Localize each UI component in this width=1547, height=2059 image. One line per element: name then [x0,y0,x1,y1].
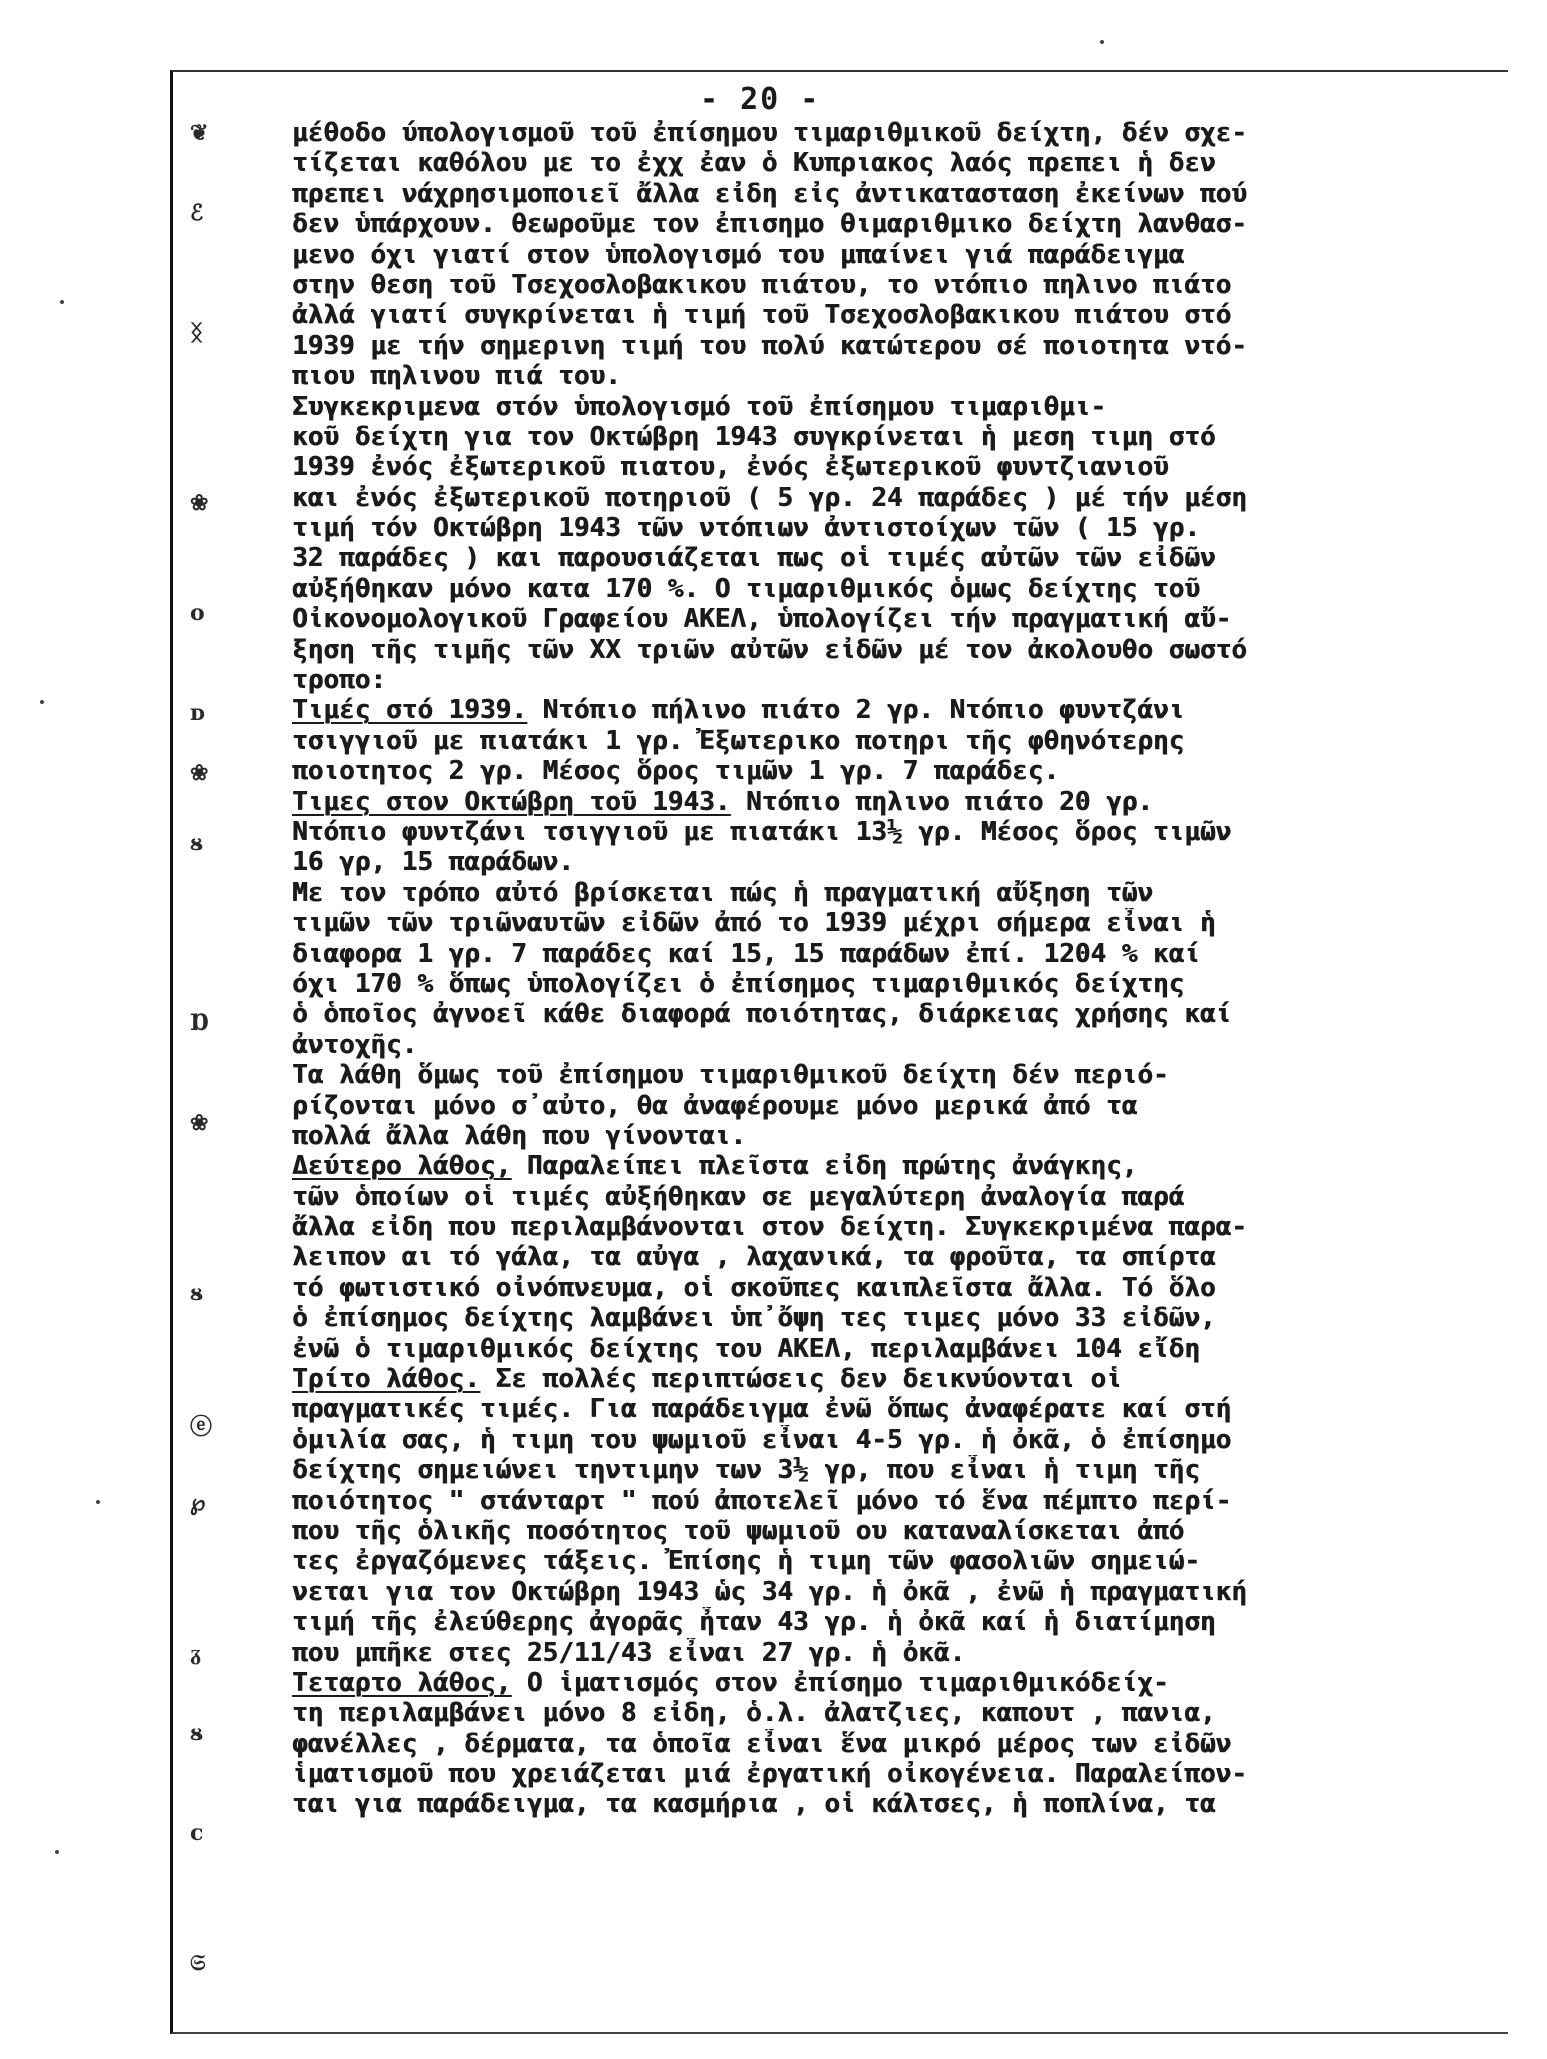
margin-mark: Ɒ [190,1010,209,1036]
text-span: Οἰκονομολογικοῦ Γραφείου ΑΚΕΛ, ὑπολογίζει τήν πραγματική αὔ- [292,604,1232,635]
text-line [292,1698,1482,1728]
text-span: τιμή τῆς ἐλεύθερης ἀγορᾶς ἦταν 43 γρ. ἡ ὀκᾶ καί ἡ διατίμηση [292,1607,1216,1638]
text-line [292,878,1482,908]
text-line [292,1060,1482,1090]
text-line [292,939,1482,969]
text-span: ὁ ἐπίσημος δείχτης λαμβάνει ὑπ᾽ὄψη τες τιμες μόνο 33 εἰδῶν, [292,1303,1216,1334]
text-span: τιμῶν τῶν τριῶναυτῶν εἰδῶν ἀπό το 1939 μέχρι σήμερα εἶναι ἡ [292,908,1216,939]
text-line [292,1486,1482,1516]
text-span: φανέλλες , δέρματα, τα ὁποῖα εἶναι ἕνα μικρό μέρος των εἰδῶν [292,1728,1232,1759]
text-line [292,1668,1482,1698]
text-span: αὐξήθηκαν μόνο κατα 170 %. Ο τιμαριθμικός ὁμως δείχτης τοῦ [292,573,1200,604]
text-line [292,1516,1482,1546]
margin-mark: ❀ [190,490,209,516]
text-line [292,726,1482,756]
text-span: ἱματισμοῦ που χρειάζεται μιά ἐργατική οἰκογένεια. Παραλείπον- [292,1759,1247,1790]
text-line [292,1759,1482,1789]
margin-mark: ℘ [190,1490,206,1516]
margin-mark: c [190,1820,204,1846]
text-span: ρίζονται μόνο σ᾽αὐτο, θα ἀναφέρουμε μόνο μερικά ἀπό τα [292,1090,1138,1121]
text-line [292,513,1482,543]
underlined-heading: Τρίτο λάθος. [292,1364,480,1395]
text-span: ξηση τῆς τιμῆς τῶν ΧΧ τριῶν αὐτῶν εἰδῶν μέ τον ἀκολουθο σωστό [292,634,1247,665]
text-line [292,1364,1482,1394]
text-span: διαφορα 1 γρ. 7 παράδες καί 15, 15 παράδων ἐπί. 1204 % καί [292,938,1200,969]
text-line [292,1151,1482,1181]
text-line [292,1455,1482,1485]
scan-speck [60,300,64,304]
text-span: 32 παράδες ) και παρουσιάζεται πως οἱ τιμές αὐτῶν τῶν εἰδῶν [292,543,1216,574]
text-line [292,179,1482,209]
margin-mark: ᛝ [190,320,204,346]
text-line [292,331,1482,361]
text-line [292,1425,1482,1455]
text-span: τό φωτιστικό οἰνόπνευμα, οἱ σκοῦπες καιπλεῖστα ἄλλα. Τό ὅλο [292,1272,1216,1303]
text-span: κοῦ δείχτη για τον Οκτώβρη 1943 συγκρίνεται ἡ μεση τιμη στό [292,421,1216,452]
scan-speck [55,1850,59,1854]
text-span: τιμή τόν Οκτώβρη 1943 τῶν ντόπιων ἀντιστοίχων τῶν ( 15 γρ. [292,513,1200,544]
scan-speck [96,1500,100,1504]
page-number: - 20 - [700,82,821,117]
text-span: Τα λάθη ὅμως τοῦ ἐπίσημου τιμαριθμικοῦ δείχτη δέν περιό- [292,1060,1169,1091]
text-line [292,483,1482,513]
text-line [292,1638,1482,1668]
text-line [292,209,1482,239]
text-span: πολλά ἄλλα λάθη που γίνονται. [292,1120,746,1151]
text-line [292,1789,1482,1819]
text-line [292,1303,1482,1333]
text-line [292,1242,1482,1272]
text-span: ἀντοχῆς. [292,1029,418,1060]
text-span: ποιοτητος 2 γρ. Μέσος ὅρος τιμῶν 1 γρ. 7 παράδες. [292,756,1060,787]
margin-mark: ❦ [190,120,209,146]
text-span: μενο όχι γιατί στον ὑπολογισμό του μπαίνει γιά παράδειγμα [292,239,1185,270]
margin-mark: ᴕ [190,1280,204,1306]
text-span: Με τον τρόπο αὐτό βρίσκεται πώς ἡ πραγματική αὔξηση τῶν [292,877,1153,908]
text-line [292,999,1482,1029]
text-line [292,361,1482,391]
text-line [292,1334,1482,1364]
margin-mark: ᵹ [190,1640,202,1666]
scan-speck [1100,40,1104,44]
text-line [292,635,1482,665]
text-span: πραγματικές τιμές. Για παράδειγμα ἐνῶ ὅπως ἀναφέρατε καί στή [292,1394,1232,1425]
text-line [292,817,1482,847]
text-span: λειπον αι τό γάλα, τα αὐγα , λαχανικά, τα φροῦτα, τα σπίρτα [292,1242,1216,1273]
text-span: ἀλλά γιατί συγκρίνεται ἡ τιμή τοῦ Τσεχοσλοβακικου πιάτου στό [292,300,1232,331]
text-line [292,969,1482,999]
text-span: δεν ὑπάρχουν. θεωροῦμε τον ἐπισημο θιμαριθμικο δείχτη λανθασ- [292,209,1247,240]
text-line [292,908,1482,938]
text-span: Ντόπιο φυντζάνι τσιγγιοῦ με πιατάκι 13½ γρ. Μέσος ὅρος τιμῶν [292,816,1232,847]
text-span: Ντόπιο πηλινο πιάτο 20 γρ. [730,786,1153,817]
text-span: που μπῆκε στες 25/11/43 εἶναι 27 γρ. ἡ ὀκᾶ. [292,1637,966,1668]
text-line [292,604,1482,634]
text-span: Συγκεκριμενα στόν ὑπολογισμό τοῦ ἐπίσημου τιμαριθμι- [292,391,1106,422]
text-span: πρεπει νάχρησιμοποιεῖ ἄλλα εἰδη εἰς ἀντικατασταση ἐκείνων πού [292,178,1247,209]
text-line [292,270,1482,300]
text-span: ὁ ὁποῖος ἀγνοεῖ κάθε διαφορά ποιότητας, διάρκειας χρήσης καί [292,999,1232,1030]
text-line [292,1030,1482,1060]
text-span: που τῆς ὁλικῆς ποσότητος τοῦ ψωμιοῦ ου καταναλίσκεται ἀπό [292,1515,1185,1546]
text-line [292,756,1482,786]
text-line [292,1577,1482,1607]
text-span: τίζεται καθόλου με το ἐχχ ἐαν ὁ Κυπριακος λαός πρεπει ἡ δεν [292,148,1216,179]
text-line [292,148,1482,178]
text-span: τσιγγιοῦ με πιατάκι 1 γρ. Ἐξωτερικο ποτηρι τῆς φθηνότερης [292,725,1185,756]
underlined-heading: Τιμες στον Οκτώβρη τοῦ 1943. [292,786,731,817]
margin-mark: ❀ [190,760,209,786]
text-line [292,1546,1482,1576]
text-line [292,1121,1482,1151]
text-line [292,1729,1482,1759]
margin-mark: ❀ [190,1110,209,1136]
text-line [292,787,1482,817]
text-line [292,392,1482,422]
text-span: Σε πολλές περιπτώσεις δεν δεικνύονται οἱ [479,1364,1122,1395]
text-span: μέθοδο ύπολογισμοῦ τοῦ ἐπίσημου τιμαριθμικοῦ δείχτη, δέν σχε- [292,118,1247,148]
text-span: τη περιλαμβάνει μόνο 8 εἰδη, ὁ.λ. ἀλατζιες, καπουτ , πανια, [292,1698,1216,1729]
margin-mark: 𝔖 [190,1950,206,1976]
text-span: Παραλείπει πλεῖστα εἰδη πρώτης ἀνάγκης, [511,1151,1138,1182]
text-line [292,1182,1482,1212]
text-span: ποιότητος " στάνταρτ " πού ἀποτελεῖ μόνο τό ἕνα πέμπτο περί- [292,1485,1232,1516]
text-line [292,118,1482,148]
text-span: 1939 ἐνός ἐξωτερικοῦ πιατου, ἐνός ἐξωτερικοῦ φυντζιανιοῦ [292,452,1169,483]
text-span: στην θεση τοῦ Τσεχοσλοβακικου πιάτου, το ντόπιο πηλινο πιάτο [292,269,1232,300]
text-span: ἄλλα εἰδη που περιλαμβάνονται στον δείχτη. Συγκεκριμένα παρα- [292,1212,1247,1243]
text-line [292,452,1482,482]
text-span: νεται για τον Οκτώβρη 1943 ὡς 34 γρ. ἡ ὀκᾶ , ἐνῶ ἡ πραγματική [292,1576,1247,1607]
text-line [292,1273,1482,1303]
text-span: τῶν ὁποίων οἱ τιμές αὐξήθηκαν σε μεγαλύτερη ἀναλογία παρά [292,1181,1185,1212]
text-span: 16 γρ, 15 παράδων. [292,847,574,878]
margin-mark: ᴅ [190,700,205,726]
margin-mark: ᴕ [190,1720,204,1746]
text-span: ται για παράδειγμα, τα κασμήρια , οἱ κάλτσες, ἡ ποπλίνα, τα [292,1789,1216,1820]
text-line [292,1394,1482,1424]
text-span: Ο ἱματισμός στον ἐπίσημο τιμαριθμικόδείχ- [511,1667,1169,1698]
margin-mark: ⓔ [190,1414,213,1440]
text-line [292,1607,1482,1637]
underlined-heading: Τιμές στό 1939. [292,695,527,726]
text-line [292,543,1482,573]
scan-speck [40,700,44,704]
text-span: ὁμιλία σας, ἡ τιμη του ψωμιοῦ εἶναι 4-5 γρ. ἡ ὀκᾶ, ὁ ἐπίσημο [292,1424,1232,1455]
text-line [292,665,1482,695]
text-span: όχι 170 % ὅπως ὑπολογίζει ὁ ἐπίσημος τιμαριθμικός δείχτης [292,968,1185,999]
underlined-heading: Δεύτερο λάθος, [292,1151,512,1182]
text-span: τες ἐργαζόμενες τάξεις. Ἐπίσης ἡ τιμη τῶν φασολιῶν σημειώ- [292,1546,1200,1577]
text-line [292,1091,1482,1121]
text-span: Ντόπιο πήλινο πιάτο 2 γρ. Ντόπιο φυντζάνι [526,695,1185,726]
margin-mark: o [190,600,205,626]
margin-mark: ᴕ [190,830,204,856]
underlined-heading: Τεταρτο λάθος, [292,1667,512,1698]
typed-text-body [292,118,1482,1820]
text-line [292,847,1482,877]
text-line [292,240,1482,270]
text-span: ἐνῶ ὁ τιμαριθμικός δείχτης του ΑΚΕΛ, περιλαμβάνει 104 εἴδη [292,1333,1200,1364]
text-span: πιου πηλινου πιά του. [292,361,621,392]
text-span: τροπο: [292,665,386,696]
text-line [292,300,1482,330]
margin-mark: ℰ [190,200,204,226]
text-span: και ἐνός ἐξωτερικοῦ ποτηριοῦ ( 5 γρ. 24 παράδες ) μέ τήν μέση [292,482,1247,513]
text-line [292,574,1482,604]
text-span: δείχτης σημειώνει τηντιμην των 3½ γρ, που εἶναι ἡ τιμη τῆς [292,1455,1200,1486]
text-span: 1939 με τήν σημερινη τιμή του πολύ κατώτερου σέ ποιοτητα ντό- [292,330,1247,361]
text-line [292,1212,1482,1242]
text-line [292,422,1482,452]
text-line [292,695,1482,725]
